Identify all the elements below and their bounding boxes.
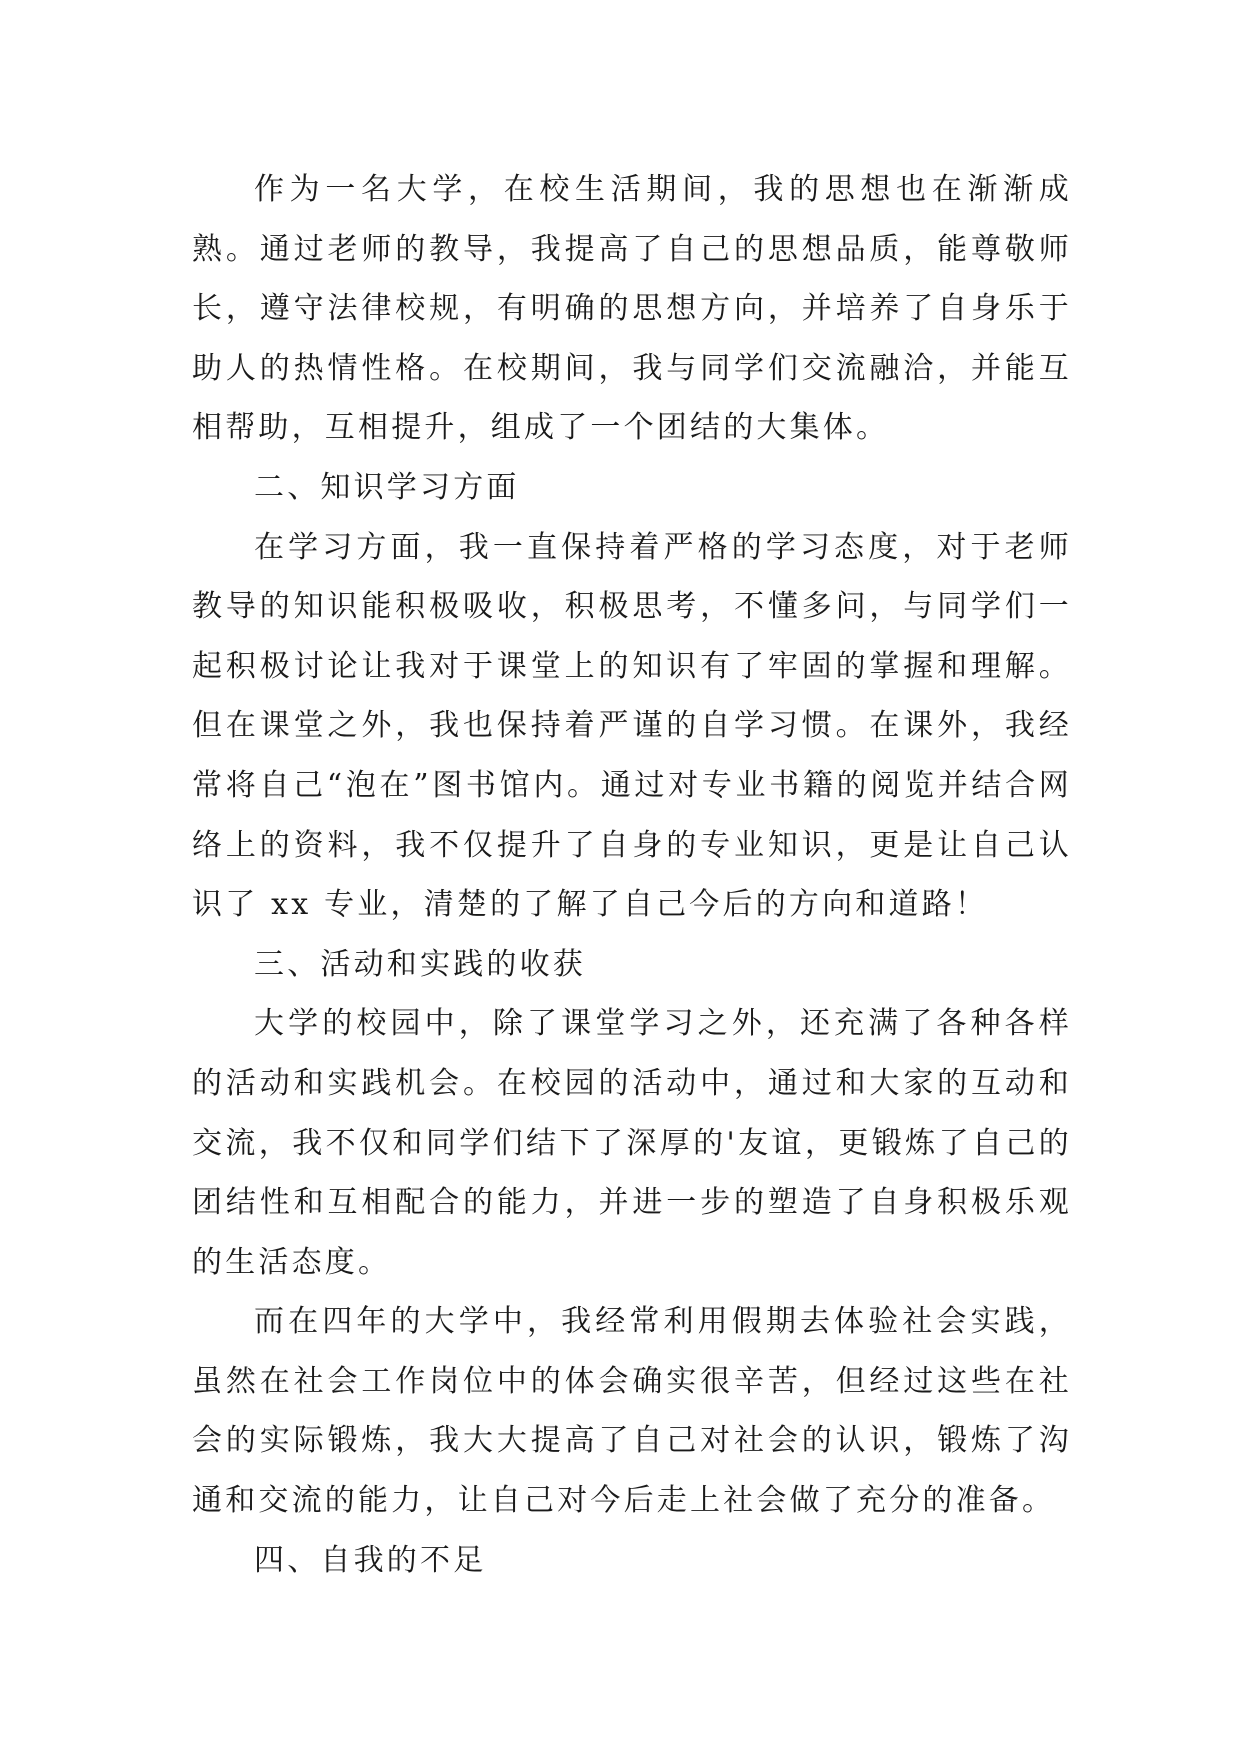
- section-heading-shortcomings: 四、自我的不足: [254, 1542, 487, 1578]
- section-heading-activities: 三、活动和实践的收获: [254, 946, 586, 982]
- section-heading-knowledge: 二、知识学习方面: [254, 469, 520, 505]
- paragraph-social-practice: 而在四年的大学中，我经常利用假期去体验社会实践，虽然在社会工作岗位中的体会确实很辛苦，但经过这些在社会的实际锻炼，我大大提高了自己对社会的认识，锻炼了沟通和交流的能力，让自己对今后走上社会做了充分的准备。: [192, 1304, 1072, 1519]
- paragraph-campus-activities: 大学的校园中，除了课堂学习之外，还充满了各种各样的活动和实践机会。在校园的活动中，通过和大家的互动和交流，我不仅和同学们结下了深厚的'友谊，更锻炼了自己的团结性和互相配合的能力，并进一步的塑造了自身积极乐观的生活态度。: [192, 1006, 1072, 1280]
- document-body: [192, 160, 1072, 1590]
- paragraph-study: 在学习方面，我一直保持着严格的学习态度，对于老师教导的知识能积极吸收，积极思考，不懂多问，与同学们一起积极讨论让我对于课堂上的知识有了牢固的掌握和理解。但在课堂之外，我也保持着严谨的自学习惯。在课外，我经常将自己“泡在”图书馆内。通过对专业书籍的阅览并结合网络上的资料，我不仅提升了自身的专业知识，更是让自己认识了 xx 专业，清楚的了解了自己今后的方向和道路！: [192, 529, 1072, 923]
- paragraph-thought: 作为一名大学，在校生活期间，我的思想也在渐渐成熟。通过老师的教导，我提高了自己的思想品质，能尊敬师长，遵守法律校规，有明确的思想方向，并培养了自身乐于助人的热情性格。在校期间，我与同学们交流融洽，并能互相帮助，互相提升，组成了一个团结的大集体。: [192, 172, 1072, 446]
